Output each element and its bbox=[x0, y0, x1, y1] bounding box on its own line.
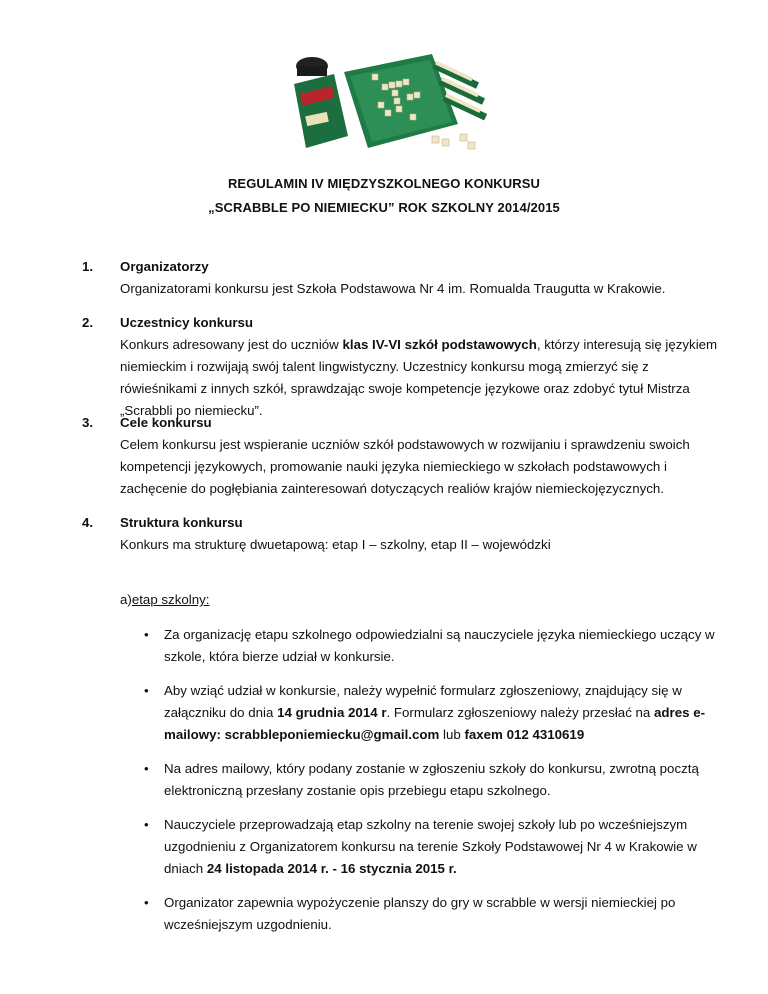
bullet-list-3 bbox=[140, 758, 720, 802]
bullet-list-5 bbox=[140, 892, 720, 936]
section-heading: Struktura konkursu bbox=[120, 515, 243, 530]
section-organizers bbox=[82, 256, 722, 300]
section-number: 3. bbox=[82, 415, 94, 430]
section-heading: Uczestnicy konkursu bbox=[120, 315, 254, 330]
section-number: 1. bbox=[82, 259, 94, 274]
bullet-item: • Za organizację etapu szkolnego odpowiedzialni są nauczyciele języka niemieckiego uczący w szkole, która bierze udział w konkursie. bbox=[140, 624, 720, 668]
section-goals bbox=[82, 412, 722, 500]
bullet-list-4 bbox=[140, 814, 720, 880]
stage-school-label: a)etap szkolny: bbox=[120, 592, 210, 607]
bullet-item: • Organizator zapewnia wypożyczenie planszy do gry w scrabble w wersji niemieckiej po wcześniejszym uzgodnieniu. bbox=[140, 892, 720, 936]
document-title-line-1: REGULAMIN IV MIĘDZYSZKOLNEGO KONKURSU bbox=[227, 176, 541, 191]
section-heading: Organizatorzy bbox=[120, 259, 209, 274]
section-number: 4. bbox=[82, 515, 94, 530]
bullet-item: • Na adres mailowy, który podany zostanie w zgłoszeniu szkoły do konkursu, zwrotną pocztą elektroniczną przesłany zostanie opis przebiegu etapu szkolnego. bbox=[140, 758, 720, 802]
bullet-item: • Nauczyciele przeprowadzają etap szkolny na terenie swojej szkoły lub po wcześniejszym uzgodnieniu z Organizatorem konkursu na terenie Szkoły Podstawowej Nr 4 w Krakowie w dniach 24 listopada 2014 r. - 16 stycznia 2015 r. bbox=[140, 814, 720, 880]
bullet-list-1 bbox=[140, 624, 720, 668]
section-number: 2. bbox=[82, 315, 94, 330]
section-participants bbox=[82, 312, 722, 422]
section-text: Celem konkursu jest wspieranie uczniów szkół podstawowych w rozwijaniu i sprawdzeniu swoich kompetencji językowych, promowanie nauki języka niemieckiego w szkołach podstawowych i zachęcenie do pogłębiania zainteresowań dotyczących realiów krajów niemieckojęzycznych. bbox=[120, 437, 690, 496]
bullet-item: • Aby wziąć udział w konkursie, należy wypełnić formularz zgłoszeniowy, znajdujący się w załączniku do dnia 14 grudnia 2014 r. Formularz zgłoszeniowy należy przesłać na adres e-mailowy: scrabbleponiemiecku@gmail.com lub faxem 012 4310619 bbox=[140, 680, 720, 746]
section-heading: Cele konkursu bbox=[120, 415, 212, 430]
section-text: Konkurs ma strukturę dwuetapową: etap I – szkolny, etap II – wojewódzki bbox=[120, 537, 551, 552]
section-text: Konkurs adresowany jest do uczniów klas IV-VI szkół podstawowych, którzy interesują się językiem niemieckim i rozwijają swój talent lingwistyczny. Uczestnicy konkursu mogą zmierzyć się z rówieśnikami z innych szkół, sprawdzając swoje kompetencje językowe oraz zdobyć tytuł Mistrza „Scrabbli po niemiecku”. bbox=[120, 337, 718, 418]
scrabble-game-image bbox=[282, 44, 492, 156]
section-structure bbox=[82, 512, 722, 556]
bullet-list-2 bbox=[140, 680, 720, 746]
section-text: Organizatorami konkursu jest Szkoła Podstawowa Nr 4 im. Romualda Traugutta w Krakowie. bbox=[120, 281, 666, 296]
document-title-line-2: „SCRABBLE PO NIEMIECKU” ROK SZKOLNY 2014/2015 bbox=[208, 200, 560, 215]
